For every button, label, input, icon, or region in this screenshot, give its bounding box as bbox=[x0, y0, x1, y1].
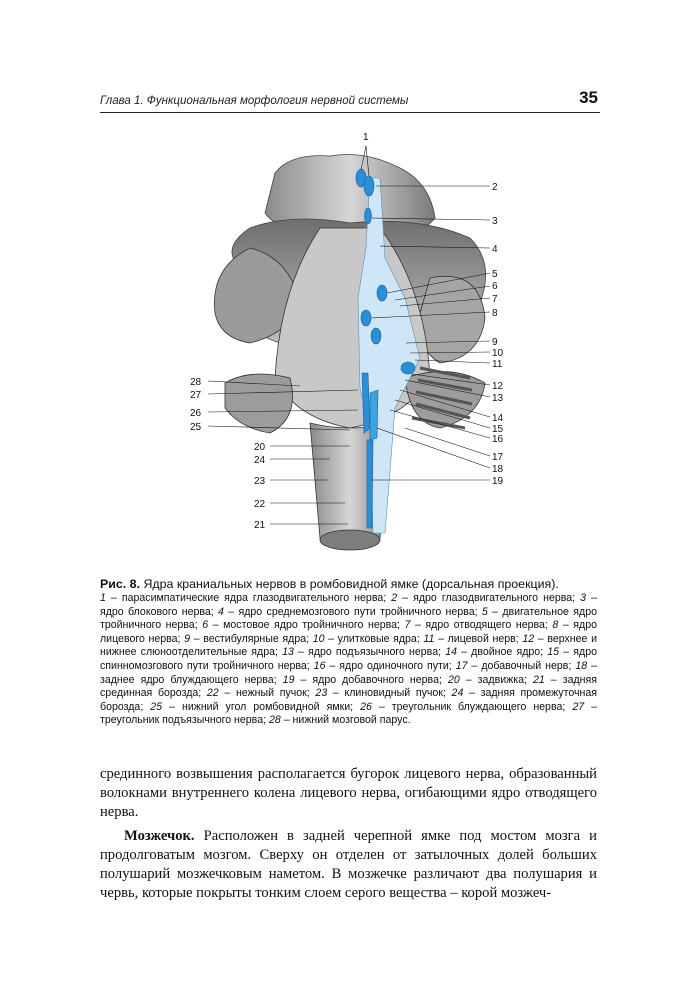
label-27: 27 bbox=[190, 390, 202, 401]
paragraph-1: срединного возвышения располагается бугорок лицевого нерва, образованный волокнами внутреннего колена лицевого нерва, огибающими ядро отводящего нерва. bbox=[100, 766, 597, 820]
caption-item-text: – двигательное ядро тройничного нерва; bbox=[100, 605, 597, 632]
caption-item-text: – мостовое ядро тройничного нерва; bbox=[208, 619, 405, 632]
label-2: 2 bbox=[492, 182, 498, 193]
chapter-title: Глава 1. Функциональная морфология нервной системы bbox=[100, 95, 409, 107]
caption-legend bbox=[100, 592, 597, 726]
caption-item-number: 26 bbox=[360, 700, 372, 713]
caption-item-number: 14 bbox=[445, 646, 457, 659]
caption-item-number: 8 bbox=[552, 619, 559, 632]
label-1: 1 bbox=[363, 132, 369, 143]
nucleus-18 bbox=[370, 390, 378, 440]
caption-item-text: – добавочный нерв; bbox=[467, 659, 576, 672]
caption-item-number: 5 bbox=[481, 605, 488, 618]
caption-item-text: – ядро подъязычного нерва; bbox=[293, 646, 446, 659]
caption-item-text: – ядро блокового нерва; bbox=[100, 592, 597, 618]
caption-item-number: 4 bbox=[218, 605, 224, 618]
caption-item-text: – верхнее и нижнее слюноотделительные ядра; bbox=[100, 632, 598, 659]
caption-item-number: 25 bbox=[150, 700, 163, 713]
label-28: 28 bbox=[190, 377, 202, 388]
nucleus-8 bbox=[371, 328, 381, 344]
label-4: 4 bbox=[492, 244, 498, 255]
caption-item-number: 22 bbox=[206, 687, 219, 700]
caption-item-number: 9 bbox=[184, 632, 191, 645]
label-6: 6 bbox=[492, 281, 498, 292]
caption-item-text: – ядро добавочного нерва; bbox=[294, 673, 448, 686]
lower-wing-left bbox=[225, 374, 293, 433]
label-14: 14 bbox=[492, 413, 504, 424]
caption-item-number: 12 bbox=[522, 632, 535, 645]
caption-item-number: 18 bbox=[575, 659, 588, 672]
caption-item-text: – задняя промежуточная борозда; bbox=[100, 687, 597, 713]
figure-number: Рис. 8. bbox=[100, 577, 140, 591]
caption-item-number: 23 bbox=[315, 687, 328, 700]
caption-item-number: 17 bbox=[455, 659, 468, 672]
body-text bbox=[100, 765, 597, 903]
caption-item-number: 15 bbox=[547, 646, 560, 659]
caption-item-number: 27 bbox=[572, 700, 585, 713]
caption-item-number: 16 bbox=[313, 659, 326, 672]
label-3: 3 bbox=[492, 216, 498, 227]
caption-item-number: 24 bbox=[451, 687, 464, 700]
caption-item-text: – задвижка; bbox=[459, 673, 533, 686]
label-11: 11 bbox=[492, 359, 503, 370]
label-23: 23 bbox=[254, 476, 266, 487]
caption-item-text: – ядро одиночного пути; bbox=[325, 659, 456, 672]
caption-item-number: 7 bbox=[404, 619, 411, 632]
paragraph-2 bbox=[100, 827, 597, 903]
caption-item-text: – треугольник подъязычного нерва; bbox=[100, 700, 598, 727]
label-21: 21 bbox=[254, 520, 266, 531]
label-26: 26 bbox=[190, 408, 202, 419]
caption-item-text: – треугольник блуждающего нерва; bbox=[371, 700, 573, 713]
nucleus-5 bbox=[377, 285, 387, 301]
label-17: 17 bbox=[492, 452, 504, 463]
caption-item-text: – парасимпатические ядра глазодвигательного нерва; bbox=[105, 592, 392, 604]
caption-item-number: 20 bbox=[447, 673, 460, 686]
caption-item-text: – нижний мозговой парус. bbox=[280, 714, 411, 727]
brainstem-illustration bbox=[180, 128, 510, 560]
caption-item-text: – лицевой нерв; bbox=[434, 632, 523, 645]
label-15: 15 bbox=[492, 424, 504, 435]
caption-item-number: 21 bbox=[532, 673, 545, 686]
caption-item-text: – ядро лицевого нерва; bbox=[100, 619, 597, 645]
page-number: 35 bbox=[579, 88, 598, 107]
caption-item-number: 10 bbox=[312, 632, 325, 645]
caption-item-number: 11 bbox=[423, 632, 435, 645]
caption-item-text: – заднее ядро блуждающего нерва; bbox=[100, 659, 598, 686]
nucleus-7 bbox=[361, 310, 371, 326]
caption-title-text: Ядра краниальных нервов в ромбовидной ямке (дорсальная проекция). bbox=[143, 577, 559, 591]
caption-item-number: 6 bbox=[202, 619, 209, 632]
label-7: 7 bbox=[492, 294, 498, 305]
caption-item-number: 2 bbox=[391, 592, 398, 604]
caption-item-text: – вестибулярные ядра; bbox=[190, 632, 313, 645]
nucleus-19 bbox=[367, 440, 373, 528]
caption-item-number: 1 bbox=[100, 592, 106, 604]
label-5: 5 bbox=[492, 269, 498, 280]
caption-item-text: – задняя срединная борозда; bbox=[100, 673, 597, 700]
nucleus-3 bbox=[365, 208, 372, 224]
running-header bbox=[100, 88, 600, 113]
label-16: 16 bbox=[492, 434, 504, 445]
nucleus-2 bbox=[364, 176, 374, 196]
label-10: 10 bbox=[492, 348, 504, 359]
label-13: 13 bbox=[492, 393, 504, 404]
caption-item-text: – ядро отводящего нерва; bbox=[410, 619, 553, 632]
caption-title bbox=[100, 577, 597, 592]
caption-item-text: – ядро спинномозгового пути тройничного нерва; bbox=[100, 646, 597, 672]
caption-item-number: 19 bbox=[282, 673, 295, 686]
caption-item-text: – нежный пучок; bbox=[218, 687, 316, 700]
paragraph-2-text: Расположен в задней черепной ямке под мостом мозга и продолговатым мозгом. Сверху он отделен от затылочных долей больших полушарий мозжечковым наметом. В мозжечке различают два полушария и червь, которые покрыты тонким слоем серого вещества – корой мозжеч- bbox=[100, 828, 597, 901]
label-24: 24 bbox=[254, 455, 266, 466]
caption-item-text: – нижний угол ромбовидной ямки; bbox=[162, 700, 361, 713]
nucleus-10 bbox=[401, 362, 415, 374]
figure-caption bbox=[100, 577, 597, 728]
caption-item-text: – улитковые ядра; bbox=[324, 632, 424, 645]
label-8: 8 bbox=[492, 308, 498, 319]
caption-item-text: – клиновидный пучок; bbox=[327, 687, 452, 700]
right-lobe bbox=[419, 276, 485, 363]
caption-item-number: 28 bbox=[268, 714, 281, 727]
paragraph-2-lead: Мозжечок. bbox=[124, 828, 195, 844]
label-18: 18 bbox=[492, 464, 504, 475]
label-19: 19 bbox=[492, 476, 504, 487]
label-9: 9 bbox=[492, 337, 498, 348]
caption-item-number: 13 bbox=[282, 646, 294, 659]
label-12: 12 bbox=[492, 381, 504, 392]
label-25: 25 bbox=[190, 422, 202, 433]
cord-section bbox=[320, 530, 380, 550]
caption-item-text: – двойное ядро; bbox=[456, 646, 548, 659]
caption-item-text: – ядро среднемозгового пути тройничного нерва; bbox=[223, 605, 482, 618]
label-20: 20 bbox=[254, 442, 266, 453]
brainstem-figure bbox=[180, 128, 510, 560]
label-22: 22 bbox=[254, 499, 266, 510]
caption-item-text: – ядро глазодвигательного нерва; bbox=[397, 592, 581, 604]
caption-item-number: 3 bbox=[580, 592, 587, 604]
